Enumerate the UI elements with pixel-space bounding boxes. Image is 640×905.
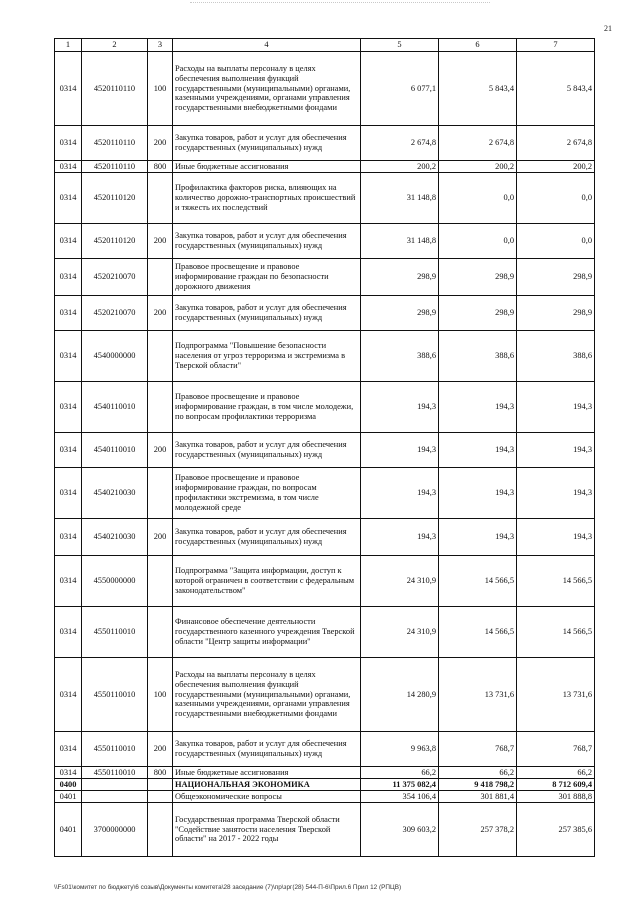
expense-kind-cell: 200 [148,732,173,767]
article-code-cell: 4520110120 [82,224,148,259]
amount-col6-cell: 5 843,4 [439,52,517,126]
article-code-cell: 4550110010 [82,767,148,779]
amount-col5-cell: 11 375 082,4 [361,779,439,791]
section-code-cell: 0314 [55,519,82,556]
table-row [55,126,595,161]
article-code-cell: 4550110010 [82,732,148,767]
table-row [55,767,595,779]
article-code-cell: 4540110010 [82,382,148,433]
expense-kind-cell: 200 [148,296,173,331]
article-code-cell: 4520210070 [82,259,148,296]
amount-col6-cell: 768,7 [439,732,517,767]
table-row [55,732,595,767]
table-row [55,259,595,296]
article-code-cell [82,791,148,803]
header-cell: 6 [439,39,517,52]
expense-kind-cell: 200 [148,224,173,259]
section-code-cell: 0314 [55,607,82,658]
scan-artifact-line [190,2,490,7]
table-row [55,173,595,224]
item-name-cell: Общеэкономические вопросы [173,791,361,803]
amount-col6-cell: 200,2 [439,161,517,173]
article-code-cell: 4550110010 [82,658,148,732]
amount-col6-cell: 14 566,5 [439,556,517,607]
amount-col6-cell: 388,6 [439,331,517,382]
item-name-cell: Закупка товаров, работ и услуг для обеспечения государственных (муниципальных) нужд [173,296,361,331]
amount-col7-cell: 194,3 [517,433,595,468]
item-name-cell: Расходы на выплаты персоналу в целях обеспечения выполнения функций государственными (муниципальными) органами, казенными учреждениями, органами управления государственными внебюджетными фондами [173,52,361,126]
article-code-cell: 3700000000 [82,803,148,857]
item-name-cell: Правовое просвещение и правовое информирование граждан по безопасности дорожного движения [173,259,361,296]
section-code-cell: 0314 [55,382,82,433]
table-row [55,556,595,607]
amount-col5-cell: 31 148,8 [361,173,439,224]
article-code-cell: 4550110010 [82,607,148,658]
amount-col5-cell: 298,9 [361,296,439,331]
amount-col5-cell: 9 963,8 [361,732,439,767]
item-name-cell: Закупка товаров, работ и услуг для обеспечения государственных (муниципальных) нужд [173,126,361,161]
amount-col5-cell: 24 310,9 [361,607,439,658]
amount-col7-cell: 298,9 [517,296,595,331]
amount-col7-cell: 194,3 [517,519,595,556]
expense-kind-cell: 100 [148,658,173,732]
amount-col6-cell: 194,3 [439,433,517,468]
section-code-cell: 0314 [55,296,82,331]
article-code-cell: 4520110110 [82,52,148,126]
expense-kind-cell [148,803,173,857]
section-code-cell: 0314 [55,259,82,296]
expense-kind-cell: 200 [148,519,173,556]
expense-kind-cell [148,382,173,433]
table-row [55,468,595,519]
amount-col7-cell: 301 888,8 [517,791,595,803]
table-header-row [55,39,595,52]
amount-col7-cell: 2 674,8 [517,126,595,161]
article-code-cell: 4550000000 [82,556,148,607]
expense-kind-cell: 800 [148,767,173,779]
expense-kind-cell: 800 [148,161,173,173]
amount-col5-cell: 14 280,9 [361,658,439,732]
section-code-cell: 0314 [55,658,82,732]
article-code-cell: 4540210030 [82,519,148,556]
amount-col6-cell: 13 731,6 [439,658,517,732]
amount-col6-cell: 298,9 [439,296,517,331]
amount-col6-cell: 9 418 798,2 [439,779,517,791]
expense-kind-cell [148,556,173,607]
item-name-cell: Правовое просвещение и правовое информирование граждан, в том числе молодежи, по вопросам профилактики терроризма [173,382,361,433]
amount-col5-cell: 194,3 [361,519,439,556]
amount-col5-cell: 194,3 [361,468,439,519]
item-name-cell: Подпрограмма "Защита информации, доступ к которой ограничен в соответствии с федеральным законодательством" [173,556,361,607]
header-cell: 1 [55,39,82,52]
table-row [55,779,595,791]
header-cell: 5 [361,39,439,52]
article-code-cell: 4520210070 [82,296,148,331]
item-name-cell: Расходы на выплаты персоналу в целях обеспечения выполнения функций государственными (муниципальными) органами, казенными учреждениями, органами управления государственными внебюджетными фондами [173,658,361,732]
table-row [55,519,595,556]
amount-col5-cell: 2 674,8 [361,126,439,161]
item-name-cell: Финансовое обеспечение деятельности государственного казенного учреждения Тверской области "Центр защиты информации" [173,607,361,658]
amount-col7-cell: 14 566,5 [517,556,595,607]
table-row [55,331,595,382]
section-code-cell: 0314 [55,161,82,173]
expense-kind-cell [148,791,173,803]
table-row [55,52,595,126]
amount-col5-cell: 194,3 [361,382,439,433]
expense-kind-cell [148,173,173,224]
item-name-cell: Профилактика факторов риска, влияющих на количество дорожно-транспортных происшествий и тяжесть их последствий [173,173,361,224]
header-cell: 4 [173,39,361,52]
header-cell: 3 [148,39,173,52]
expense-kind-cell [148,607,173,658]
section-code-cell: 0314 [55,767,82,779]
item-name-cell: Подпрограмма "Повышение безопасности населения от угроз терроризма и экстремизма в Тверской области" [173,331,361,382]
table-row [55,791,595,803]
section-code-cell: 0314 [55,173,82,224]
expense-kind-cell: 100 [148,52,173,126]
section-code-cell: 0314 [55,224,82,259]
section-code-cell: 0314 [55,468,82,519]
item-name-cell: НАЦИОНАЛЬНАЯ ЭКОНОМИКА [173,779,361,791]
amount-col6-cell: 301 881,4 [439,791,517,803]
amount-col7-cell: 194,3 [517,468,595,519]
header-cell: 2 [82,39,148,52]
section-code-cell: 0314 [55,732,82,767]
table-row [55,296,595,331]
article-code-cell: 4540210030 [82,468,148,519]
page-number: 21 [604,24,612,33]
expense-kind-cell [148,331,173,382]
item-name-cell: Закупка товаров, работ и услуг для обеспечения государственных (муниципальных) нужд [173,224,361,259]
expense-kind-cell [148,779,173,791]
expense-kind-cell [148,259,173,296]
amount-col6-cell: 194,3 [439,519,517,556]
amount-col7-cell: 768,7 [517,732,595,767]
amount-col6-cell: 0,0 [439,224,517,259]
amount-col7-cell: 298,9 [517,259,595,296]
amount-col6-cell: 2 674,8 [439,126,517,161]
amount-col5-cell: 194,3 [361,433,439,468]
amount-col7-cell: 0,0 [517,224,595,259]
amount-col6-cell: 0,0 [439,173,517,224]
expense-kind-cell: 200 [148,433,173,468]
item-name-cell: Закупка товаров, работ и услуг для обеспечения государственных (муниципальных) нужд [173,732,361,767]
article-code-cell: 4540000000 [82,331,148,382]
budget-table [54,38,595,857]
amount-col7-cell: 194,3 [517,382,595,433]
table-row [55,161,595,173]
amount-col7-cell: 14 566,5 [517,607,595,658]
amount-col5-cell: 200,2 [361,161,439,173]
article-code-cell: 4520110110 [82,126,148,161]
amount-col7-cell: 66,2 [517,767,595,779]
article-code-cell [82,779,148,791]
section-code-cell: 0401 [55,791,82,803]
amount-col5-cell: 388,6 [361,331,439,382]
table-row [55,803,595,857]
amount-col6-cell: 194,3 [439,382,517,433]
header-cell: 7 [517,39,595,52]
amount-col7-cell: 388,6 [517,331,595,382]
file-path-footer: \\Fs01\комитет по бюджету\6 созыв\Документы комитета\28 заседание (7)\пр\зрг(28) 544-П-6\Прил.6 Прил 12 (РПЦВ) [54,884,402,891]
amount-col7-cell: 200,2 [517,161,595,173]
expense-kind-cell [148,468,173,519]
section-code-cell: 0314 [55,556,82,607]
table-row [55,433,595,468]
amount-col6-cell: 257 378,2 [439,803,517,857]
item-name-cell: Иные бюджетные ассигнования [173,767,361,779]
section-code-cell: 0314 [55,126,82,161]
article-code-cell: 4540110010 [82,433,148,468]
amount-col7-cell: 5 843,4 [517,52,595,126]
amount-col7-cell: 0,0 [517,173,595,224]
amount-col6-cell: 66,2 [439,767,517,779]
amount-col7-cell: 13 731,6 [517,658,595,732]
amount-col7-cell: 8 712 609,4 [517,779,595,791]
amount-col6-cell: 14 566,5 [439,607,517,658]
amount-col6-cell: 194,3 [439,468,517,519]
amount-col5-cell: 6 077,1 [361,52,439,126]
amount-col5-cell: 24 310,9 [361,556,439,607]
item-name-cell: Государственная программа Тверской области "Содействие занятости населения Тверской области" на 2017 - 2022 годы [173,803,361,857]
item-name-cell: Иные бюджетные ассигнования [173,161,361,173]
section-code-cell: 0314 [55,52,82,126]
section-code-cell: 0314 [55,331,82,382]
item-name-cell: Закупка товаров, работ и услуг для обеспечения государственных (муниципальных) нужд [173,433,361,468]
expense-kind-cell: 200 [148,126,173,161]
table-row [55,607,595,658]
item-name-cell: Правовое просвещение и правовое информирование граждан, по вопросам профилактики экстремизма, в том числе молодежной среде [173,468,361,519]
section-code-cell: 0314 [55,433,82,468]
amount-col5-cell: 66,2 [361,767,439,779]
table-row [55,658,595,732]
article-code-cell: 4520110110 [82,161,148,173]
table-row [55,224,595,259]
section-code-cell: 0400 [55,779,82,791]
amount-col5-cell: 354 106,4 [361,791,439,803]
amount-col5-cell: 31 148,8 [361,224,439,259]
amount-col5-cell: 309 603,2 [361,803,439,857]
article-code-cell: 4520110120 [82,173,148,224]
item-name-cell: Закупка товаров, работ и услуг для обеспечения государственных (муниципальных) нужд [173,519,361,556]
amount-col6-cell: 298,9 [439,259,517,296]
section-code-cell: 0401 [55,803,82,857]
amount-col7-cell: 257 385,6 [517,803,595,857]
amount-col5-cell: 298,9 [361,259,439,296]
table-row [55,382,595,433]
